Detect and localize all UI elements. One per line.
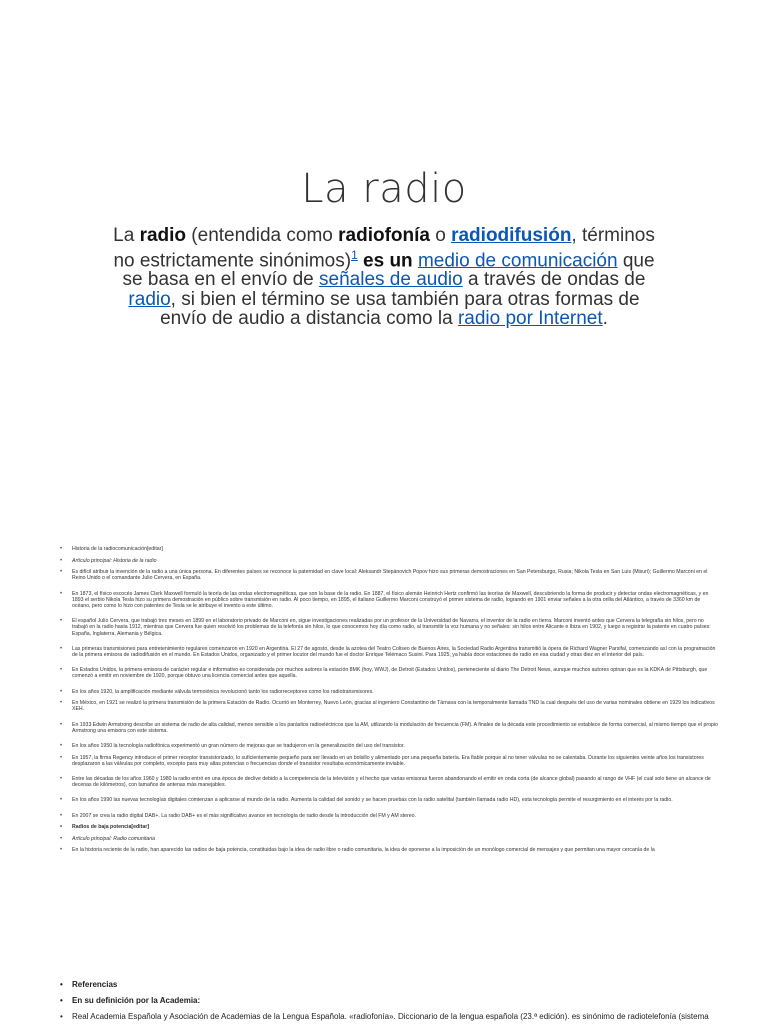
intro-text: , términos no estrictamente sinónimos): [113, 225, 655, 271]
intro-paragraph: [104, 226, 664, 329]
link-radio-por-internet[interactable]: radio por Internet: [457, 308, 603, 330]
references-section: [60, 980, 720, 1028]
link-senales-de-audio[interactable]: señales de audio: [319, 269, 463, 291]
history-list-item: • En la historia reciente de la radio, han aparecido las radios de baja potencia, constituidas bajo la idea de radio libre o radio comunitaria, la idea de oponerse a la imposición de un monólogo comercial de mensajes y que permitan una mayor cercanía de la: [60, 847, 720, 853]
history-list-item: • Artículo principal: Radio comunitaria: [60, 836, 720, 842]
history-list-item: • En México, en 1921 se realizó la primera transmisión de la primera Estación de Radio. Ocurrió en Monterrey, Nuevo León, gracias al ingeniero Constantino de Tárnava con la temporalmente llamada TND la cual después del uso de varias nominales obtiene en 1929 los indicativos XEH.: [60, 700, 720, 712]
intro-text: La: [113, 225, 140, 246]
history-list-item: • Artículo principal: Historia de la radio: [60, 558, 720, 564]
reference-item: • Real Academia Española y Asociación de Academias de la Lengua Española. «radiofonía». Diccionario de la lengua española (23.ª edición). es sinónimo de radiotelefonía (sistema: [60, 1012, 720, 1022]
intro-text: (entendida como: [186, 225, 339, 246]
link-medio-de-comunicacion[interactable]: medio de comunicación: [417, 249, 618, 271]
reference-item: • En su definición por la Academia:: [60, 996, 720, 1006]
history-list-item: • En Estados Unidos, la primera emisora de carácter regular e informativo es considerada por muchos autores la estación 8MK (hoy, WWJ), de Detroit (Estados Unidos), perteneciente al diario The Detroit News, aunque muchos autores opinan que es la KDKA de Pittsburgh, que comenzó a emitir en noviembre de 1920, porque obtuvo una licencia comercial antes que aquella.: [60, 667, 720, 679]
references-heading: • Referencias: [60, 980, 720, 990]
intro-term-radiofonia: radiofonía: [338, 225, 430, 246]
intro-term-radio: radio: [139, 225, 187, 246]
history-list-item: • En los años 1950 la tecnología radiofónica experimentó un gran número de mejoras que se tradujeron en la generalización del uso del transistor.: [60, 743, 720, 749]
history-list-item: • En 1873, el físico escocés James Clerk Maxwell formuló la teoría de las ondas electromagnéticas, que son la base de la radio. En 1887, el físico alemán Heinrich Hertz confirmó las teorías de Maxwell, descubriendo la forma de producir y detectar ondas electromagnéticas, y en 1893 el serbio Nikola Tesla hizo su primera demostración en público sobre transmisión en radio. Al poco tiempo, en 1895, el italiano Guillermo Marconi construyó el primer sistema de radio, logrando en 1901 enviar señales a la otra orilla del Atlántico, a través de 3360 km de océano, pero como lo hizo con patentes de Tesla se le atribuye el invento a este último.: [60, 591, 720, 610]
link-radiodifusion[interactable]: radiodifusión: [451, 225, 572, 246]
intro-text: o: [429, 225, 452, 246]
footnote-link-1[interactable]: 1: [351, 247, 358, 262]
history-list: [60, 546, 720, 854]
history-list-item: • Historia de la radiocomunicación[editar]: [60, 546, 720, 552]
page-title: La radio: [301, 166, 467, 212]
history-list-item: • Es difícil atribuir la invención de la radio a una única persona. En diferentes países se reconoce la paternidad en clave local: Aleksandr Stepánovich Popov hizo sus primeras demostraciones en San Petersburgo, Rusia; Nikola Tesla en San Luis (Misuri); Guillermo Marconi en el Reino Unido o el comandante Julio Cervera, en España.: [60, 569, 720, 581]
intro-text: , si bien el término se usa también para otras formas de envío de audio a distancia como la: [160, 288, 640, 330]
history-list-item: • Radios de baja potencia[editar]: [60, 824, 720, 830]
history-list-item: • En 1957, la firma Regency introduce el primer receptor transistorizado, lo suficientemente pequeño para ser llevado en un bolsillo y alimentado por una pequeña batería. Era fiable porque al no tener válvulas no se calentaba. Durante los siguientes veinte años los transistores desplazaron a las válvulas por completo, excepto para muy altas potencias o frecuencias donde el transistor resultaba económicamente inviable.: [60, 755, 720, 767]
history-list-item: • En 2007 se crea la radio digital DAB+. La radio DAB+ es el más significativo avance en tecnología de radio desde la introducción del FM y AM stereo.: [60, 813, 720, 819]
history-list-item: • En 1933 Edwin Armstrong describe un sistema de radio de alta calidad, menos sensible a los parásitos radioeléctricos que la AM, utilizando la modulación de frecuencia (FM). A finales de la década este procedimiento se establece de forma comercial, al mismo tiempo que el propio Armstrong una emisora con este sistema.: [60, 722, 720, 734]
history-list-item: • Entre las décadas de los años 1960 y 1980 la radio entró en una época de declive debido a la competencia de la televisión y el hecho que varias emisoras fueron abandonando el emitir en onda corta (de alcance global) pasando al rango de VHF (el cual solo tiene un alcance de decenas de kilómetros), con tamaños de antenas más manejables.: [60, 776, 720, 788]
references-list: [60, 980, 720, 1022]
intro-text: a través de ondas de: [462, 269, 646, 291]
history-section: [60, 546, 720, 859]
link-radio[interactable]: radio: [128, 288, 171, 310]
history-list-item: • En los años 1920, la amplificación mediante válvula termoiónica revolucionó tanto los radiorreceptores como los radiotransmisores.: [60, 689, 720, 695]
intro-text: que se basa en el envío de: [122, 249, 655, 291]
history-list-item: • Las primeras transmisiones para entretenimiento regulares comenzaron en 1920 en Argentina. El 27 de agosto, desde la azotea del Teatro Coliseo de Buenos Aires, la Sociedad Radio Argentina transmitió la ópera de Richard Wagner Parsifal, comenzando así con la programación de la primera emisora de radiodifusión en el mundo. En Estados Unidos, organizado y el primer locutor del mundo fue el doctor Enrique Telémaco Susini. Para 1925, ya había doce estaciones de radio en esa ciudad y otras diez en el interior del país.: [60, 646, 720, 658]
history-list-item: • En los años 1990 las nuevas tecnologías digitales comienzan a aplicarse al mundo de la radio. Aumenta la calidad del sonido y se hacen pruebas con la radio satelital (también llamada radio HD), esta tecnología permite el resurgimiento en el interés por la radio.: [60, 797, 720, 803]
intro-text: .: [602, 308, 608, 330]
history-list-item: • El español Julio Cervera, que trabajó tres meses en 1899 en el laboratorio privado de Marconi en, sigue investigaciones realizadas por un profesor de la Universidad de Navarra, el inventor de la radio en tierra. Marconi inventó antes que Cervera la telegrafía sin hilos, pero no trabajó en la radio hasta 1912, mientras que Cervera fue quien resolvió los problemas de la telefonía sin hilos, lo que conocemos hoy día como radio, al transmitir la voz humana y no señales: sin hilos entre Alicante e Ibiza en 1902, y luego a registrar la patente en cuatro países: España, Inglaterra, Alemania y Bélgica.: [60, 618, 720, 637]
intro-text-bold: es un: [357, 249, 418, 271]
